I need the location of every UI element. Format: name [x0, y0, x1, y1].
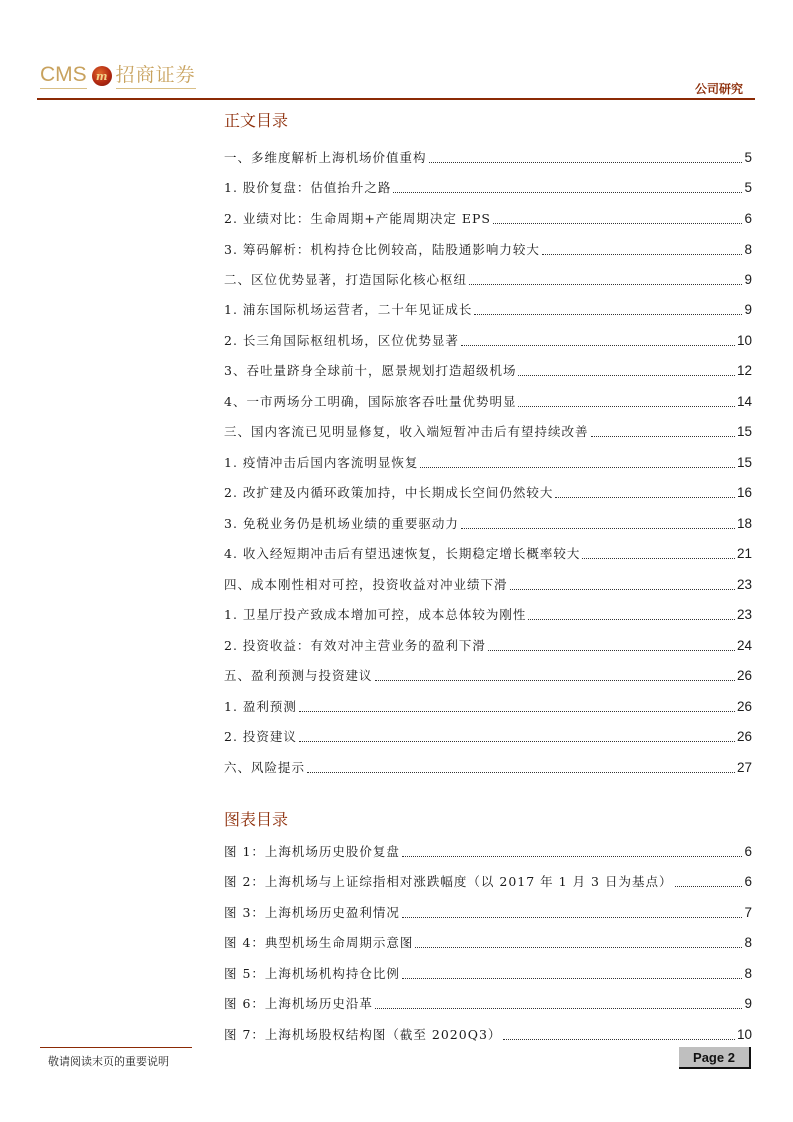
dot-leader — [420, 466, 735, 468]
toc-entry[interactable]: 四、成本刚性相对可控，投资收益对冲业绩下滑 23 — [224, 577, 752, 592]
dot-leader — [518, 374, 735, 376]
dot-leader — [307, 771, 735, 773]
dot-leader — [510, 588, 735, 590]
toc-entry[interactable]: 1. 疫情冲击后国内客流明显恢复 15 — [224, 455, 752, 470]
figures-title: 图表目录 — [224, 810, 289, 829]
dot-leader — [555, 496, 735, 498]
dot-leader — [493, 222, 743, 224]
toc-entry[interactable]: 二、区位优势显著，打造国际化核心枢纽 9 — [224, 272, 752, 287]
toc-entry[interactable]: 2. 长三角国际枢纽机场，区位优势显著 10 — [224, 333, 752, 348]
figure-entry[interactable]: 图 2：上海机场与上证综指相对涨跌幅度（以 2017 年 1 月 3 日为基点） 6 — [224, 874, 752, 889]
dot-leader — [299, 740, 735, 742]
dot-leader — [474, 313, 742, 315]
dot-leader — [582, 557, 735, 559]
toc-entry[interactable]: 1. 股价复盘：估值抬升之路 5 — [224, 180, 752, 195]
dot-leader — [518, 405, 735, 407]
toc-entry[interactable]: 三、国内客流已见明显修复，收入端短暂冲击后有望持续改善 15 — [224, 424, 752, 439]
toc-entry[interactable]: 2. 投资收益：有效对冲主营业务的盈利下滑 24 — [224, 638, 752, 653]
dot-leader — [402, 916, 743, 918]
dot-leader — [393, 191, 742, 193]
toc-entry[interactable]: 4. 收入经短期冲击后有望迅速恢复，长期稳定增长概率较大 21 — [224, 546, 752, 561]
toc-entry[interactable]: 1. 盈利预测 26 — [224, 699, 752, 714]
figure-entry[interactable]: 图 7：上海机场股权结构图（截至 2020Q3） 10 — [224, 1027, 752, 1042]
disclaimer-note: 敬请阅读末页的重要说明 — [48, 1055, 169, 1068]
dot-leader — [402, 977, 743, 979]
cms-logo — [40, 62, 196, 90]
toc-entry[interactable]: 六、风险提示 27 — [224, 760, 752, 775]
figure-entry[interactable]: 图 3：上海机场历史盈利情况 7 — [224, 905, 752, 920]
dot-leader — [415, 946, 742, 948]
toc-entry[interactable]: 3. 免税业务仍是机场业绩的重要驱动力 18 — [224, 516, 752, 531]
footer-divider — [40, 1047, 192, 1048]
dot-leader — [429, 161, 743, 163]
page-number-badge: Page 2 — [679, 1047, 751, 1069]
logo-emblem-icon: m — [92, 66, 112, 86]
dot-leader — [299, 710, 735, 712]
dot-leader — [675, 885, 743, 887]
toc-entry[interactable]: 3. 筹码解析：机构持仓比例较高，陆股通影响力较大 8 — [224, 242, 752, 257]
toc-entry[interactable]: 一、多维度解析上海机场价值重构 5 — [224, 150, 752, 165]
logo-text-cn: 招商证券 — [116, 63, 196, 89]
toc-entry[interactable]: 1. 浦东国际机场运营者，二十年见证成长 9 — [224, 302, 752, 317]
dot-leader — [375, 679, 735, 681]
toc-entry[interactable]: 五、盈利预测与投资建议 26 — [224, 668, 752, 683]
report-type-tag: 公司研究 — [694, 82, 743, 96]
dot-leader — [542, 253, 743, 255]
toc-entry[interactable]: 2. 业绩对比：生命周期+产能周期决定 EPS 6 — [224, 211, 752, 226]
figure-entry[interactable]: 图 5：上海机场机构持仓比例 8 — [224, 966, 752, 981]
toc-entry[interactable]: 1. 卫星厅投产致成本增加可控，成本总体较为刚性 23 — [224, 607, 752, 622]
page-header — [0, 0, 793, 100]
header-divider — [37, 98, 755, 100]
dot-leader — [591, 435, 735, 437]
dot-leader — [469, 283, 742, 285]
dot-leader — [402, 855, 743, 857]
toc-entry[interactable]: 3、吞吐量跻身全球前十，愿景规划打造超级机场 12 — [224, 363, 752, 378]
contents-title: 正文目录 — [224, 111, 289, 130]
logo-text-en: CMS — [40, 63, 87, 89]
figure-entry[interactable]: 图 1：上海机场历史股价复盘 6 — [224, 844, 752, 859]
dot-leader — [461, 527, 735, 529]
toc-entry[interactable]: 2. 改扩建及内循环政策加持，中长期成长空间仍然较大 16 — [224, 485, 752, 500]
toc-entry[interactable]: 2. 投资建议 26 — [224, 729, 752, 744]
dot-leader — [375, 1007, 743, 1009]
dot-leader — [488, 649, 735, 651]
figure-entry[interactable]: 图 6：上海机场历史沿革 9 — [224, 996, 752, 1011]
toc-entry[interactable]: 4、一市两场分工明确，国际旅客吞吐量优势明显 14 — [224, 394, 752, 409]
dot-leader — [461, 344, 735, 346]
dot-leader — [503, 1038, 735, 1040]
dot-leader — [528, 618, 735, 620]
figure-entry[interactable]: 图 4：典型机场生命周期示意图 8 — [224, 935, 752, 950]
